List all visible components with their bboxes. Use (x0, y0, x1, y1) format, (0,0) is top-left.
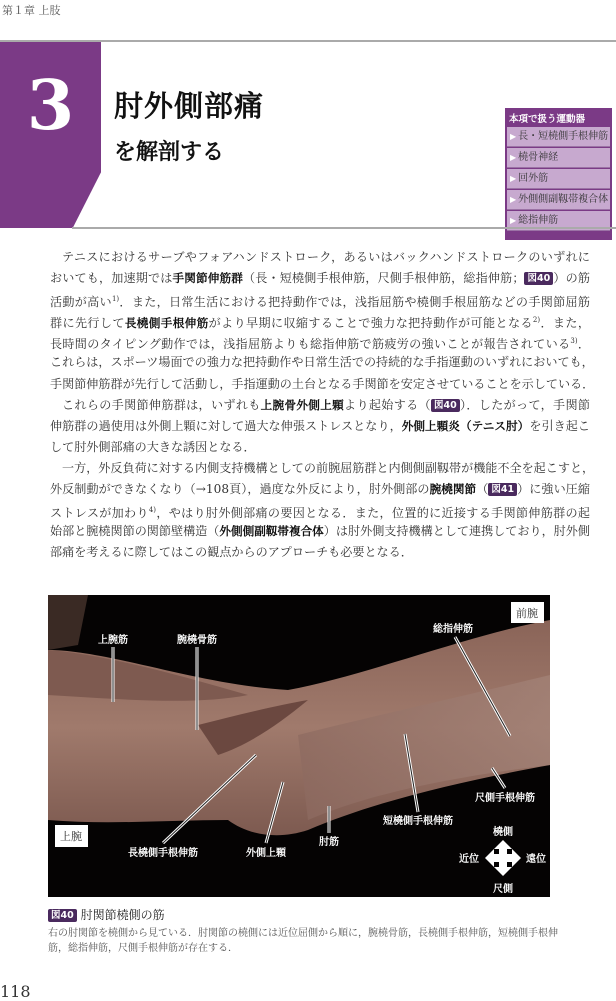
text-segment: より起始する（ (344, 397, 431, 412)
compass-radial: 橈側 (493, 827, 513, 838)
text-segment: ）．したがって，手関節 (459, 397, 590, 412)
body-line (50, 416, 590, 437)
label-anconeus: 肘筋 (319, 837, 339, 848)
topic-label: 外側側副靱帯複合体 (518, 194, 609, 205)
figure-ref-badge[interactable]: 図41 (488, 483, 517, 496)
text-segment: 手関節伸筋群が先行して活動し，手指運動の土台となる手関節を安定させていることを示している． (50, 376, 595, 391)
key-term: 外側側副靱帯複合体 (219, 524, 324, 539)
label-extensor-carpi-ulnaris: 尺側手根伸筋 (475, 793, 535, 804)
topic-item (507, 148, 610, 168)
key-term: 腕橈関節 (429, 482, 477, 497)
triangle-bullet-icon: ▶ (510, 132, 517, 141)
body-line (50, 374, 595, 395)
body-text (50, 247, 595, 563)
body-line (50, 310, 590, 331)
text-segment: これらの手関節伸筋群は，いずれも (62, 397, 261, 412)
key-term: 手関節伸筋群 (172, 271, 243, 286)
body-line (50, 542, 590, 563)
text-segment: ． (577, 337, 590, 352)
compass-ulnar: 尺側 (493, 884, 513, 895)
text-segment: ストレスが加わり (50, 506, 149, 521)
text-segment: 始部と腕橈関節の関節壁構造（ (50, 524, 220, 539)
body-line (50, 352, 594, 373)
figure-ref-badge[interactable]: 図40 (524, 272, 553, 285)
label-ecrb: 短橈側手根伸筋 (383, 816, 453, 827)
text-segment: ）に強い圧縮 (517, 482, 590, 497)
direction-compass-icon (485, 840, 521, 876)
figure-ref-badge[interactable]: 図40 (431, 399, 460, 412)
text-segment: （ (476, 482, 489, 497)
topic-item (507, 127, 610, 147)
label-ecrl: 長橈側手根伸筋 (128, 848, 198, 859)
topic-label: 橈骨神経 (518, 152, 559, 163)
label-brachioradialis: 腕橈骨筋 (177, 635, 217, 646)
text-segment: ．また， (540, 316, 590, 331)
text-segment: おいても，加速期では (50, 271, 173, 286)
text-segment: 群に先行して (50, 316, 125, 331)
text-segment: （長・短橈側手根伸筋，尺側手根伸筋，総指伸筋； (242, 271, 525, 286)
text-segment: して肘外側部痛の大きな誘因となる． (50, 439, 256, 454)
triangle-bullet-icon: ▶ (510, 195, 517, 204)
body-line (50, 268, 590, 289)
text-segment: 活動が高い (50, 295, 112, 310)
label-brachialis: 上腕筋 (98, 635, 128, 646)
triangle-bullet-icon: ▶ (510, 216, 517, 225)
text-segment: ）は肘外側支持機構として連携しており，肘外側 (323, 524, 590, 539)
text-segment: これらは，スポーツ場面での強力な把持動作や日常生活での持続的な手指運動のいずれにおいても， (50, 355, 594, 370)
body-line (50, 395, 590, 416)
topics-box (505, 108, 612, 240)
text-segment: 伸筋群の過使用は外側上顆に対して過大な伸張ストレスとなり， (50, 418, 402, 433)
triangle-bullet-icon: ▶ (510, 174, 517, 183)
text-segment: 長時間のタイピング動作では，浅指屈筋よりも総指伸筋で筋疲労の強いことが報告されている (50, 337, 571, 352)
section-title: 肘外側部痛 (114, 89, 265, 123)
topic-label: 回外筋 (518, 173, 549, 184)
figure-ref-badge: 図40 (48, 909, 77, 922)
figure-title: 肘関節橈側の筋 (80, 908, 165, 922)
text-segment: 部痛を考えるに際してはこの観点からのアプローチも必要となる． (50, 545, 413, 560)
label-forearm: 前腕 (516, 607, 538, 620)
topic-item (507, 169, 610, 189)
key-term: 長橈側手根伸筋 (124, 316, 209, 331)
citation: 3) (570, 337, 578, 346)
topic-label: 長・短橈側手根伸筋 (518, 131, 609, 142)
figure-caption-title (48, 906, 165, 923)
compass-distal: 遠位 (526, 854, 546, 865)
header-bottom-divider (72, 227, 616, 229)
body-line (50, 500, 590, 521)
chapter-header: 第１章 上肢 (2, 4, 61, 17)
top-divider (0, 40, 616, 42)
page-number: 118 (0, 982, 31, 1001)
topics-heading: 本項で扱う運動器 (509, 114, 586, 125)
label-extensor-digitorum: 総指伸筋 (433, 624, 473, 635)
triangle-bullet-icon: ▶ (510, 153, 517, 162)
figure-caption-text: 右の肘関節を橈側から見ている．肘関節の橈側には近位屈側から順に，腕橈骨筋，長橈側手根伸筋，短橈側手根伸筋，総指伸筋，尺側手根伸筋が存在する． (48, 928, 558, 954)
section-number: 3 (26, 66, 75, 146)
text-segment: 一方，外反負荷に対する内側支持機構としての前腕屈筋群と内側側副靱帯が機能不全を起こすと， (62, 460, 595, 475)
text-segment: ．また，日常生活における把持動作では，浅指屈筋や橈側手根屈筋などの手関節屈筋 (119, 295, 590, 310)
text-segment: 外反制動ができなくなり（→108頁），過度な外反により，肘外側部の (50, 482, 430, 497)
compass-proximal: 近位 (459, 854, 479, 865)
key-term: 外側上顆炎（テニス肘） (401, 418, 530, 433)
section-subtitle: を解剖する (114, 140, 225, 165)
citation: 1) (111, 295, 120, 304)
text-segment: テニスにおけるサーブやフォアハンドストローク，あるいはバックハンドストロークのいずれに (62, 250, 590, 264)
label-upper-arm: 上腕 (60, 830, 82, 843)
body-line (50, 331, 590, 352)
text-segment: ，やはり肘外側部痛の要因となる．また，位置的に近接する手関節伸筋群の起 (156, 506, 590, 521)
body-line (50, 437, 590, 458)
topic-label: 総指伸筋 (518, 215, 559, 226)
body-line (50, 479, 590, 500)
text-segment: ）の筋 (553, 271, 590, 286)
label-lateral-epicondyle: 外側上顆 (246, 848, 286, 859)
citation: 4) (148, 506, 157, 515)
body-line (50, 289, 590, 310)
body-line (50, 247, 590, 268)
forearm-dissection-image (48, 595, 550, 897)
citation: 2) (532, 316, 541, 325)
text-segment: がより早期に収縮することで強力な把持動作が可能となる (208, 316, 533, 331)
body-line (50, 458, 595, 479)
body-line (50, 521, 590, 542)
text-segment: を引き起こ (529, 418, 590, 433)
anatomy-photo (48, 595, 550, 897)
key-term: 上腕骨外側上顆 (260, 397, 345, 412)
topic-item (507, 190, 610, 210)
